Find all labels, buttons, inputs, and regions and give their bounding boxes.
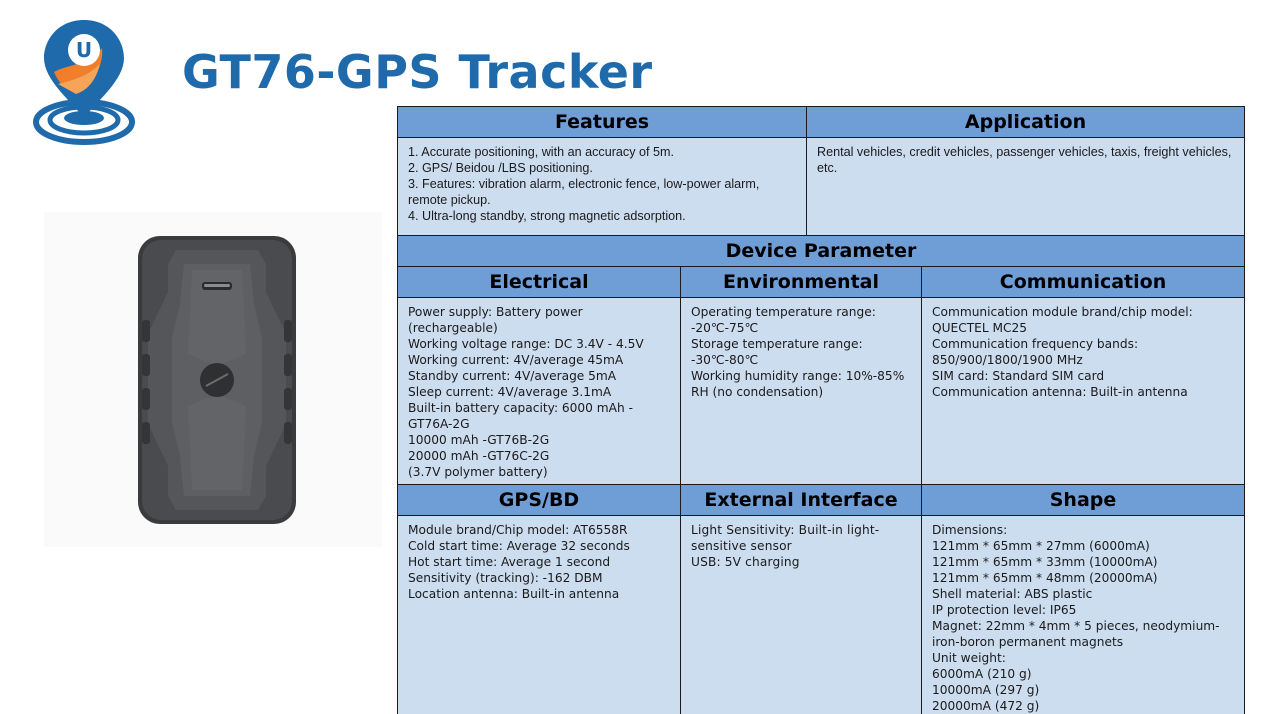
environmental-line: Working humidity range: 10%-85% RH (no condensation) (691, 369, 905, 399)
shape-line: 20000mA (472 g) (932, 699, 1040, 713)
electrical-line: Standby current: 4V/average 5mA (408, 369, 617, 383)
gps-bd-line: Location antenna: Built-in antenna (408, 587, 620, 601)
shape-line: Magnet: 22mm * 4mm * 5 pieces, neodymium-iron-boron permanent magnets (932, 619, 1220, 649)
electrical-line: 20000 mAh -GT76C-2G (408, 449, 550, 463)
gps-bd-cell (398, 516, 681, 714)
shape-line: 6000mA (210 g) (932, 667, 1032, 681)
gps-bd-header: GPS/BD (398, 485, 681, 516)
shape-line: IP protection level: IP65 (932, 603, 1077, 617)
shape-header: Shape (922, 485, 1245, 516)
external-interface-line: USB: 5V charging (691, 555, 800, 569)
shape-line: 121mm * 65mm * 33mm (10000mA) (932, 555, 1158, 569)
device-parameter-header: Device Parameter (398, 236, 1245, 267)
environmental-line: Operating temperature range: -20℃-75℃ (691, 305, 876, 335)
communication-cell (922, 298, 1245, 485)
electrical-cell (398, 298, 681, 485)
electrical-line: Sleep current: 4V/average 3.1mA (408, 385, 612, 399)
brand-logo (30, 14, 138, 152)
communication-header: Communication (922, 267, 1245, 298)
shape-cell (922, 516, 1245, 714)
gps-tracker-image (136, 234, 298, 526)
shape-line: 121mm * 65mm * 27mm (6000mA) (932, 539, 1150, 553)
electrical-header: Electrical (398, 267, 681, 298)
electrical-line: Built-in battery capacity: 6000 mAh -GT76A-2G (408, 401, 634, 431)
features-cell (398, 138, 807, 236)
electrical-line: Working current: 4V/average 45mA (408, 353, 624, 367)
communication-line: Communication frequency bands: 850/900/1800/1900 MHz (932, 337, 1139, 367)
shape-line: 121mm * 65mm * 48mm (20000mA) (932, 571, 1158, 585)
external-interface-cell (681, 516, 922, 714)
gps-bd-line: Hot start time: Average 1 second (408, 555, 611, 569)
application-header: Application (807, 107, 1245, 138)
communication-line: SIM card: Standard SIM card (932, 369, 1105, 383)
features-line: 3. Features: vibration alarm, electronic fence, low-power alarm, remote pickup. (408, 177, 760, 207)
shape-line: Shell material: ABS plastic (932, 587, 1093, 601)
features-line: 4. Ultra-long standby, strong magnetic adsorption. (408, 209, 686, 223)
electrical-line: 10000 mAh -GT76B-2G (408, 433, 550, 447)
logo-letter: U (75, 38, 93, 62)
gps-bd-line: Sensitivity (tracking): -162 DBM (408, 571, 603, 585)
spec-table (397, 106, 1245, 714)
page-title: GT76-GPS Tracker (182, 45, 653, 99)
application-cell (807, 138, 1245, 236)
environmental-cell (681, 298, 922, 485)
application-text: Rental vehicles, credit vehicles, passenger vehicles, taxis, freight vehicles, etc. (817, 145, 1232, 175)
features-line: 2. GPS/ Beidou /LBS positioning. (408, 161, 593, 175)
communication-line: Communication antenna: Built-in antenna (932, 385, 1188, 399)
external-interface-header: External Interface (681, 485, 922, 516)
electrical-line: (3.7V polymer battery) (408, 465, 548, 479)
gps-bd-line: Cold start time: Average 32 seconds (408, 539, 630, 553)
features-header: Features (398, 107, 807, 138)
electrical-line: Power supply: Battery power (rechargeable) (408, 305, 583, 335)
external-interface-line: Light Sensitivity: Built-in light-sensitive sensor (691, 523, 880, 553)
shape-line: 10000mA (297 g) (932, 683, 1040, 697)
environmental-line: Storage temperature range: -30℃-80℃ (691, 337, 863, 367)
communication-line: Communication module brand/chip model: QUECTEL MC25 (932, 305, 1193, 335)
environmental-header: Environmental (681, 267, 922, 298)
electrical-line: Working voltage range: DC 3.4V - 4.5V (408, 337, 644, 351)
gps-bd-line: Module brand/Chip model: AT6558R (408, 523, 628, 537)
shape-line: Dimensions: (932, 523, 1008, 537)
features-line: 1. Accurate positioning, with an accuracy of 5m. (408, 145, 675, 159)
shape-line: Unit weight: (932, 651, 1006, 665)
product-photo (44, 212, 382, 547)
